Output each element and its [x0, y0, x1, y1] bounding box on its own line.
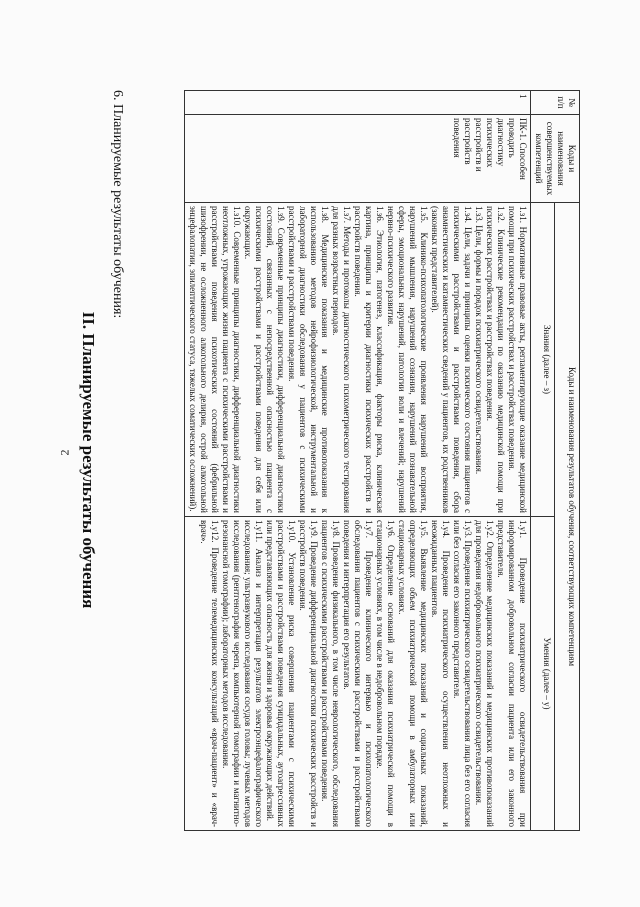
header-num: № п/п: [531, 91, 580, 115]
rotated-content: [57, 90, 580, 830]
header-codes: Коды и наименования совершенствуемых компетенций: [531, 115, 580, 203]
skill-item: 1.у7. Проведение клинического интервью и психопатологического обследования пациентов с психическими расстройствами и расстройствами поведения и интерпретация его результатов.: [342, 520, 374, 827]
skill-item: 1.у3. Проведение психиатрического освидетельствования лица без его согласия или без согласия его законного представителя.: [452, 520, 473, 827]
knowledge-item: 1.з3. Цели, формы и порядок психиатрического освидетельствования.: [474, 206, 484, 475]
header-results-group: Коды и наименования результатов обучения, соответствующих компетенциям: [555, 203, 580, 831]
skills-cell: [185, 517, 531, 831]
knowledge-item: 1.з4. Цели, задачи и принципы оценки психического состояния пациентов с психическими расстройствами и расстройствами поведения, сбора анамнестических и катамнестических сведений у пациентов, их родственников (законных представителей).: [430, 206, 473, 513]
knowledge-item: 1.з2. Клинические рекомендации по оказанию медицинской помощи при психических расстройствах и расстройствах поведения.: [485, 206, 506, 513]
subsection-title: 6. Планируемые результаты обучения:: [110, 90, 125, 319]
skill-item: 1.у5. Выявление медицинских показаний и социальных показаний, определяющих объем психиатрической помощи в амбулаторных или стационарных условиях.: [397, 520, 429, 827]
page-number: 2: [57, 449, 72, 456]
skill-item: 1.у11. Анализ и интерпретация результатов электроэнцефалографического исследования; ультразвукового исследования сосудов головы; лучевых методов исследования (рентгенография черепа, компьютерной томографии и магнитно-резонансной томографии); лабораторных методов исследования.: [221, 520, 264, 827]
knowledge-cell: [185, 203, 531, 517]
table-row: [185, 91, 531, 831]
knowledge-item: 1.з1. Нормативные правовые акты, регламентирующие оказание медицинской помощи при психических расстройствах и расстройствах поведения.: [507, 206, 528, 513]
skill-item: 1.у6. Определение оснований для оказания психиатрической помощи в стационарных условиях, в том числе в недобровольном порядке.: [375, 520, 396, 827]
skill-item: 1.у4. Проведение психиатрического осуществления неотложных и неожиданных пациентов.: [430, 520, 451, 827]
section-title: II. Планируемые результаты обучения: [79, 311, 98, 609]
skill-item: 1.у12. Проведение телемедицинских консультаций «врач-пациент» и «врач-врач».: [199, 520, 220, 827]
knowledge-item: 1.з9. Современные принципы диагностики, дифференциальной диагностики состояний, связанных с непосредственной опасностью пациента с психическими расстройствами и расстройствами поведения для себя или окружающих.: [243, 206, 286, 513]
row-competency: ПК-1. Способен проводить диагностику психических расстройств и расстройств поведения: [185, 115, 531, 203]
skill-item: 1.у8. Проведение физикального, в том числе неврологического, обследования пациентов с психическими расстройствами и расстройствами поведения.: [320, 520, 341, 827]
row-num: 1: [185, 91, 531, 115]
header-knowledge: Знания (далее – з): [531, 203, 556, 517]
skill-item: 1.у2. Определение медицинских показаний и медицинских противопоказаний для проведения недобровольного психиатрического освидетельствования.: [474, 520, 495, 827]
results-table: [184, 90, 580, 831]
knowledge-item: 1.з6. Этиология, патогенез, классификация, факторы риска, клиническая картина, принципы и критерии диагностики психических расстройств и расстройств поведения.: [353, 206, 385, 513]
skill-item: 1.у10. Установление риска совершения пациентами с психическими расстройствами и расстройствами поведения суицидальных, аутоагрессивных или представляющих опасность для жизни и здоровья окружающих действий.: [265, 520, 297, 827]
knowledge-item: 1.з8. Медицинские показания и медицинские противопоказания к использованию методов нейрофизиологической, инструментальной и лабораторной диагностики обследования у пациентов с психическими расстройствами и расстройствами поведения.: [287, 206, 330, 513]
skill-item: 1.у1. Проведение психиатрического освидетельствования при информированном добровольном согласии пациента или его законного представителя.: [496, 520, 528, 827]
knowledge-item: 1.з7. Методы и протоколы диагностического психометрического тестирования для разных возрастных периодов.: [331, 206, 352, 513]
knowledge-item: 1.з5. Клинико-психопатологические проявления нарушений восприятия, нарушений мышления, нарушений сознания, нарушений познавательной сферы, эмоциональных нарушений, патологии воли и влечений; нарушений нервно-психического развития.: [386, 206, 429, 513]
header-skills: Умения (далее – у): [531, 517, 556, 831]
knowledge-item: 1.з10. Современные принципы диагностики, дифференциальной диагностики неотложных, угрожающих жизни пациента с психическими расстройствами и расстройствами поведения психотических состояний (фебрильной шизофрении, не осложненного алкогольного делирия, острой алкогольной энцефалопатии, эпилептического статуса, тяжелых соматических осложнений).: [188, 206, 242, 513]
skill-item: 1.у9. Проведение дифференциальной диагностики психических расстройств и расстройств поведения.: [298, 520, 319, 827]
